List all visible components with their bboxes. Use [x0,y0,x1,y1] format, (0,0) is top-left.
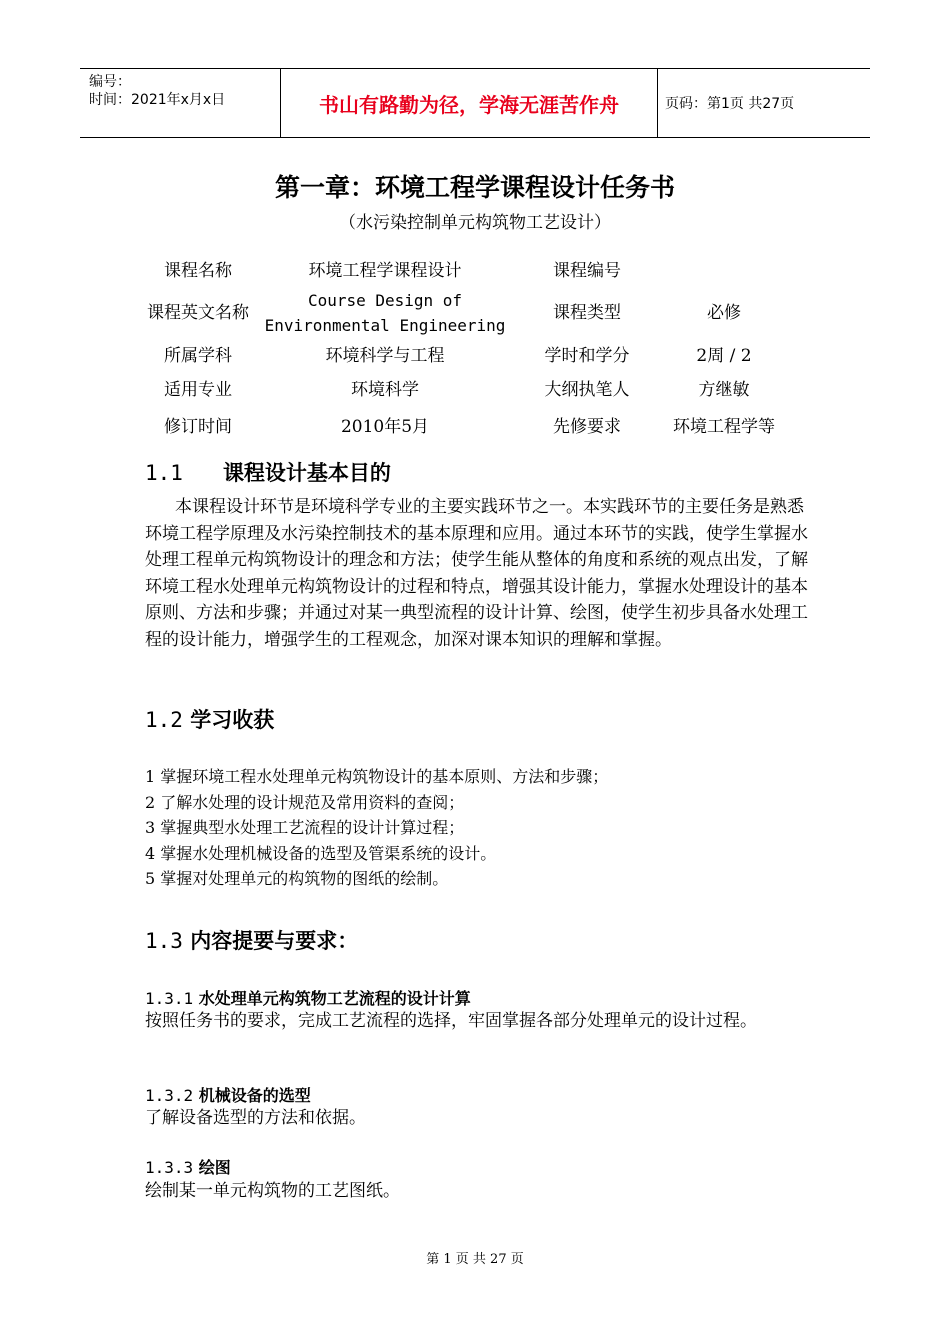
course-type: 必修 [707,302,741,323]
course-name-label: 课程名称 [164,260,232,281]
list-item: 4 掌握水处理机械设备的选型及管渠系统的设计。 [145,843,497,863]
course-name: 环境工程学课程设计 [308,260,462,281]
major-label: 适用专业 [164,379,232,400]
header-motto: 书山有路勤为径，学海无涯苦作舟 [281,69,658,137]
section-number: 1.1 [145,461,183,485]
section-1-2-heading [145,704,274,734]
time-label: 时间：2021年x月x日 [89,92,226,108]
section-number: 1.3.2 [145,1086,194,1105]
section-title: 水处理单元构筑物工艺流程的设计计算 [198,989,471,1008]
code-label: 编号： [89,74,131,90]
section-1-3-3-heading [145,1155,231,1178]
hours-label: 学时和学分 [544,345,630,366]
author-label: 大纲执笔人 [544,379,630,400]
section-1-1-heading [145,457,391,487]
course-type-label: 课程类型 [553,302,621,323]
hours: 2周 / 2 [696,345,752,366]
list-item: 5 掌握对处理单元的构筑物的图纸的绘制。 [145,869,449,888]
list-item: 3 掌握典型水处理工艺流程的设计计算过程； [145,818,465,837]
section-number: 1.2 [145,708,183,732]
list-item: 1 掌握环境工程水处理单元构筑物设计的基本原则、方法和步骤； [145,767,609,786]
course-info-table [142,255,790,447]
section-1-3-2-heading [145,1083,311,1106]
section-title: 学习收获 [190,708,275,732]
page-title: 第一章：环境工程学课程设计任务书 [274,173,675,202]
author: 方继敏 [698,379,750,400]
discipline: 环境科学与工程 [325,345,445,366]
english-name-label: 课程英文名称 [147,302,249,323]
section-title: 绘图 [198,1158,231,1177]
page-footer: 第 1 页 共 27 页 [426,1252,524,1267]
section-1-3-2-body: 了解设备选型的方法和依据。 [145,1108,366,1128]
section-1-3-1-body: 按照任务书的要求，完成工艺流程的选择，牢固掌握各部分处理单元的设计过程。 [145,1011,757,1031]
discipline-label: 所属学科 [164,345,232,366]
section-1-1-body: 本课程设计环节是环境科学专业的主要实践环节之一。本实践环节的主要任务是熟悉环境工程学原理及水污染控制技术的基本原理和应用。通过本环节的实践，使学生掌握水处理工程单元构筑物设计的理念和方法；使学生能从整体的角度和系统的观点出发，了解环境工程水处理单元构筑物设计的过程和特点，增强其设计能力，掌握水处理设计的基本原则、方法和步骤；并通过对某一典型流程的设计计算、绘图，使学生初步具备水处理工程的设计能力，增强学生的工程观念，加深对课本知识的理解和掌握。 [145,497,808,650]
section-1-3-1-heading [145,986,471,1009]
english-name: Course Design of Environmental Engineering [264,291,506,335]
major: 环境科学 [351,379,419,400]
prereq-label: 先修要求 [553,416,621,437]
page-header [80,68,870,138]
page-subtitle: （水污染控制单元构筑物工艺设计） [339,213,611,233]
section-title: 内容提要与要求： [190,929,359,953]
course-code [658,255,790,287]
course-code-label: 课程编号 [553,260,621,281]
section-title: 机械设备的选型 [198,1086,311,1105]
revised-label: 修订时间 [164,416,232,437]
header-meta [80,69,281,137]
section-1-3-3-body: 绘制某一单元构筑物的工艺图纸。 [145,1181,400,1201]
revised: 2010年5月 [340,416,430,437]
learning-outcomes-list [145,764,608,892]
section-number: 1.3.1 [145,989,194,1008]
list-item: 2 了解水处理的设计规范及常用资料的查阅； [145,792,465,812]
section-1-3-heading [145,925,358,955]
section-title: 课程设计基本目的 [222,461,391,485]
section-number: 1.3 [145,929,183,953]
header-page-info: 页码：第1页 共27页 [665,96,795,112]
section-number: 1.3.3 [145,1158,194,1177]
prereq: 环境工程学等 [673,416,775,437]
